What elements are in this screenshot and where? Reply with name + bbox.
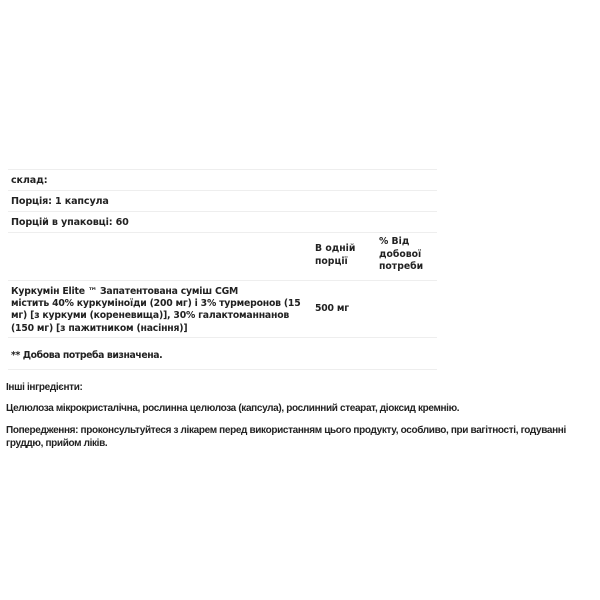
daily-value-cell bbox=[376, 281, 437, 337]
table-header-row bbox=[8, 232, 437, 280]
header-daily-value: % Від добової потреби bbox=[379, 236, 424, 272]
other-ingredients-text: Целюлоза мікрокристалічна, рослинна целюлоза (капсула), рослинний стеарат, діоксид кремнію. bbox=[6, 403, 460, 414]
ingredient-cell bbox=[8, 281, 312, 337]
ingredient-description: містить 40% куркуміноїди (200 мг) і 3% турмеронов (15 мг) [з куркуми (кореневища)], 30% галактоманнанов (150 мг) [з пажитником (насіння)] bbox=[11, 298, 301, 334]
composition-label: склад: bbox=[8, 169, 437, 190]
amount-cell: 500 мг bbox=[315, 302, 349, 314]
header-per-serving: В одній порції bbox=[315, 243, 356, 267]
serving-size: Порція: 1 капсула bbox=[8, 190, 437, 211]
table-row bbox=[8, 280, 437, 337]
servings-per-container: Порцій в упаковці: 60 bbox=[8, 211, 437, 232]
footnote: ** Добова потреба визначена. bbox=[8, 337, 437, 370]
other-ingredients-label: Інші інгредієнти: bbox=[6, 382, 83, 393]
header-ingredient bbox=[8, 233, 312, 280]
warning-text: Попередження: проконсультуйтеся з лікарем перед використанням цього продукту, особливо, при вагітності, годуванні груддю, прийом ліків. bbox=[6, 425, 566, 449]
supplement-facts-table bbox=[8, 169, 437, 370]
ingredient-name: Куркумін Elite ™ Запатентована суміш CGM bbox=[11, 286, 239, 297]
